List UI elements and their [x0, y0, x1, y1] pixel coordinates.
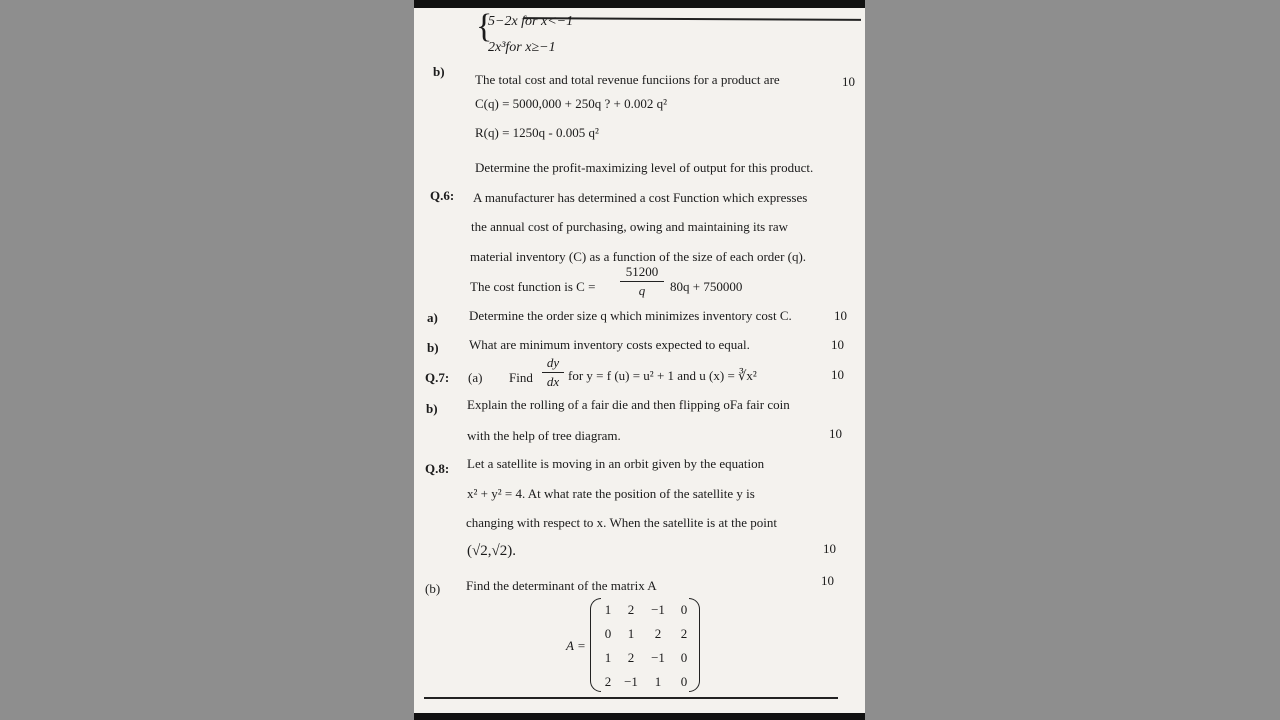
top-edge [414, 0, 865, 8]
q7-derivative-fraction [542, 355, 564, 390]
q6-line-3: material inventory (C) as a function of the size of each order (q). [470, 249, 807, 264]
matrix-cell: −1 [624, 674, 638, 689]
q5b-revenue-equation: R(q) = 1250q - 0.005 q² [475, 125, 599, 140]
matrix-a [590, 598, 700, 690]
bottom-edge [414, 713, 865, 720]
q7b-line-1: Explain the rolling of a fair die and then flipping oFa fair coin [467, 397, 790, 412]
matrix-cell: 2 [604, 674, 612, 689]
q6-cost-fraction [620, 264, 664, 299]
q5b-cost-equation: C(q) = 5000,000 + 250q ? + 0.002 q² [475, 96, 667, 111]
matrix-cell: 2 [627, 602, 635, 617]
q7-dy: dy [546, 355, 560, 370]
matrix-cell: 1 [604, 602, 612, 617]
q6-line-2: the annual cost of purchasing, owing and maintaining its raw [471, 219, 788, 234]
q6b-label: b) [427, 340, 439, 355]
matrix-cell: 2 [680, 626, 688, 641]
top-rule [524, 17, 861, 21]
piecewise-line-1: 5−2x for x<−1 [488, 14, 574, 29]
q8-line-2: x² + y² = 4. At what rate the position of the satellite y is [467, 486, 755, 501]
q6-fraction-denominator: q [638, 283, 646, 298]
matrix-cell: 1 [627, 626, 635, 641]
q7a-label: (a) [468, 370, 483, 385]
matrix-cell: 2 [627, 650, 635, 665]
matrix-cell: 0 [680, 602, 688, 617]
matrix-label: A = [566, 638, 586, 653]
matrix-cell: 0 [680, 674, 688, 689]
matrix-cell: 0 [680, 650, 688, 665]
q8-marks: 10 [823, 541, 836, 556]
q5b-text: The total cost and total revenue funciions for a product are [475, 72, 780, 87]
matrix-cell: −1 [651, 602, 665, 617]
matrix-cell: 0 [604, 626, 612, 641]
q8b-label: (b) [425, 581, 441, 596]
q8-line-3: changing with respect to x. When the satellite is at the point [466, 515, 777, 530]
q5b-question: Determine the profit-maximizing level of output for this product. [475, 160, 814, 175]
q7a-marks: 10 [831, 367, 844, 382]
q7-dx: dx [546, 374, 560, 389]
q6-line-1: A manufacturer has determined a cost Function which expresses [473, 190, 808, 205]
piecewise-brace: { [476, 8, 493, 45]
q7b-marks: 10 [829, 426, 842, 441]
piecewise-line-2: 2x³for x≥−1 [488, 40, 556, 55]
matrix-cell: −1 [651, 650, 665, 665]
q6-cost-prefix: The cost function is C = [470, 279, 596, 294]
q6-cost-suffix: 80q + 750000 [670, 279, 743, 294]
q6-fraction-numerator: 51200 [625, 264, 659, 279]
matrix-cell: 1 [604, 650, 612, 665]
q8b-text: Find the determinant of the matrix A [466, 578, 657, 593]
q7b-label: b) [426, 401, 438, 416]
q7b-line-2: with the help of tree diagram. [467, 428, 621, 443]
matrix-cell: 1 [654, 674, 662, 689]
q5b-label: b) [433, 64, 445, 79]
q6b-marks: 10 [831, 337, 844, 352]
q8-line-1: Let a satellite is moving in an orbit given by the equation [467, 456, 765, 471]
q8-label: Q.8: [425, 461, 450, 476]
q7-label: Q.7: [425, 370, 450, 385]
exam-page [414, 8, 865, 713]
q5b-marks: 10 [842, 74, 855, 89]
q6-label: Q.6: [430, 188, 455, 203]
q7a-find: Find [509, 370, 533, 385]
q6a-marks: 10 [834, 308, 847, 323]
q8-line-4: (√2,√2). [467, 543, 516, 559]
q6a-text: Determine the order size q which minimizes inventory cost C. [469, 308, 792, 323]
q8b-marks: 10 [821, 573, 834, 588]
q7a-rest: for y = f (u) = u² + 1 and u (x) = ∛x² [568, 368, 757, 383]
q6a-label: a) [427, 310, 438, 325]
matrix-cell: 2 [654, 626, 662, 641]
bottom-rule [424, 697, 838, 699]
q6b-text: What are minimum inventory costs expected to equal. [469, 337, 750, 352]
